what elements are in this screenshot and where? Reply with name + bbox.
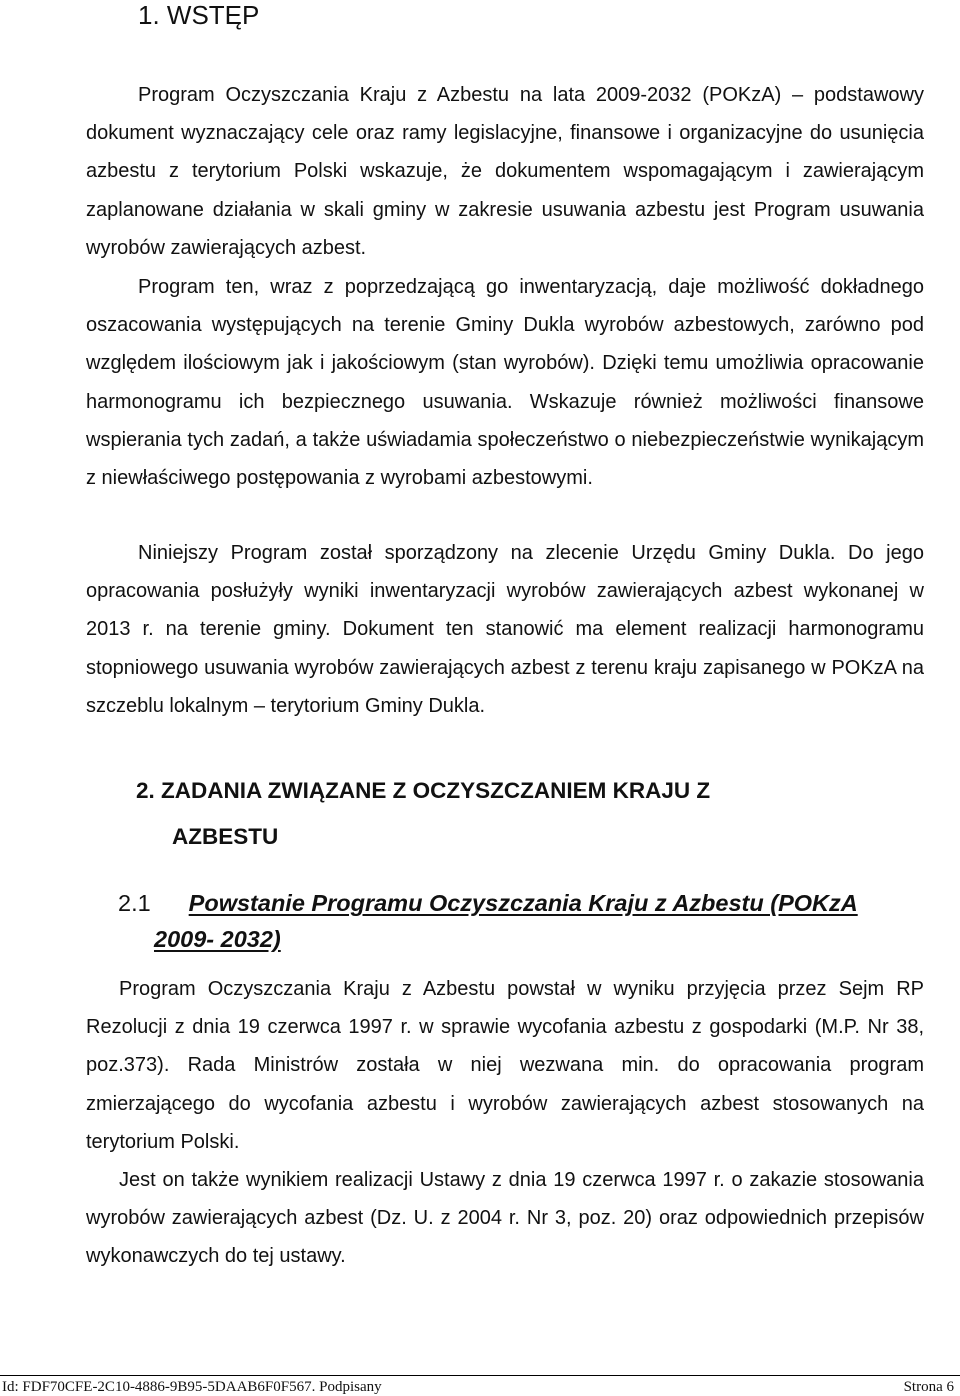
section-2-1-title-line-1: Powstanie Programu Oczyszczania Kraju z Azbestu (POKzA xyxy=(188,890,858,916)
section-2-heading-line-1: ZADANIA ZWIĄZANE Z OCZYSZCZANIEM KRAJU Z xyxy=(161,778,711,803)
section-1-paragraph-2: Program ten, wraz z poprzedzającą go inwentaryzacją, daje możliwość dokładnego oszacowania występujących na terenie Gminy Dukla wyrobów azbestowych, zarówno pod względem ilościowym jak i jakościowym (stan wyrobów). Dzięki temu umożliwia opracowanie harmonogramu ich bezpiecznego usuwania. Wskazuje również możliwości finansowe wspierania tych zadań, a także uświadamia społeczeństwo o niebezpieczeństwie wynikającym z niewłaściwego postępowania z wyrobami azbestowymi. xyxy=(86,276,924,490)
section-1-paragraph-3: Niniejszy Program został sporządzony na zlecenie Urzędu Gminy Dukla. Do jego opracowania posłużyły wyniki inwentaryzacji wyrobów zawierających azbest wykonanej w 2013 r. na terenie gminy. Dokument ten stanowić ma element realizacji harmonogramu stopniowego usuwania wyrobów zawierających azbest z terenu kraju zapisanego w POKzA na szczeblu lokalnym – terytorium Gminy Dukla. xyxy=(86,542,924,717)
section-2-1-heading xyxy=(118,885,938,957)
section-2-1-paragraph-2: Jest on także wynikiem realizacji Ustawy z dnia 19 czerwca 1997 r. o zakazie stosowania wyrobów zawierających azbest (Dz. U. z 2004 r. Nr 3, poz. 20) oraz odpowiednich przepisów wykonawczych do tej ustawy. xyxy=(86,1169,924,1268)
footer-page-number: Strona 6 xyxy=(903,1379,954,1395)
section-2-1-title-line-2: 2009- 2032) xyxy=(154,926,281,952)
section-1-heading: 1. WSTĘP xyxy=(138,0,260,30)
section-2-1-paragraph-1: Program Oczyszczania Kraju z Azbestu powstał w wyniku przyjęcia przez Sejm RP Rezolucji z dnia 19 czerwca 1997 r. w sprawie wycofania azbestu z gospodarki (M.P. Nr 38, poz.373). Rada Ministrów została w niej wezwana min. do opracowania program zmierzającego do wycofania azbestu i wyrobów zawierających azbest stosowanych na terytorium Polski. xyxy=(86,978,924,1153)
section-1-paragraph-1: Program Oczyszczania Kraju z Azbestu na lata 2009-2032 (POKzA) – podstawowy dokument wyznaczający cele oraz ramy legislacyjne, finansowe i organizacyjne do usunięcia azbestu z terytorium Polski wskazuje, że dokumentem wspomagającym i zawierającym zaplanowane działania w skali gminy w zakresie usuwania azbestu jest Program usuwania wyrobów zawierających azbest. xyxy=(86,84,924,259)
section-2-number: 2. xyxy=(136,778,155,803)
section-2-1-number: 2.1 xyxy=(118,890,151,916)
footer-document-id: Id: FDF70CFE-2C10-4886-9B95-5DAAB6F0F567. Podpisany xyxy=(2,1379,382,1395)
section-2-heading xyxy=(136,768,710,860)
footer-divider xyxy=(0,1375,960,1376)
section-2-heading-line-2: AZBESTU xyxy=(172,824,279,849)
